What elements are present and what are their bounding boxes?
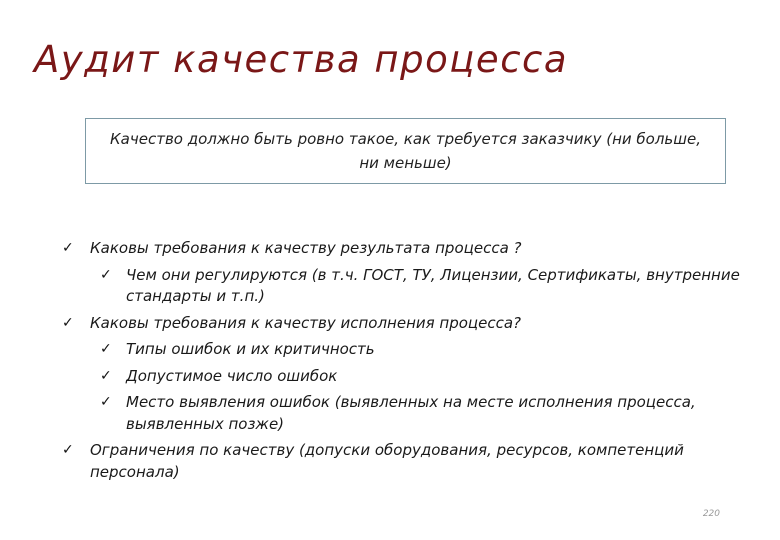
checkmark-icon: ✓ bbox=[100, 367, 112, 384]
bullet-text: Ограничения по качеству (допуски оборудования, ресурсов, компетенций персонала) bbox=[90, 441, 684, 481]
bullet-text: Типы ошибок и их критичность bbox=[126, 340, 375, 358]
quote-box bbox=[85, 118, 726, 184]
sub-bullet-item bbox=[62, 339, 742, 361]
bullet-list bbox=[62, 238, 742, 488]
bullet-text: Место выявления ошибок (выявленных на месте исполнения процесса, выявленных позже) bbox=[126, 393, 696, 433]
bullet-item bbox=[62, 238, 742, 260]
sub-bullet-item bbox=[62, 265, 742, 308]
checkmark-icon: ✓ bbox=[62, 314, 74, 331]
checkmark-icon: ✓ bbox=[62, 442, 74, 458]
sub-bullet-item bbox=[62, 366, 742, 388]
bullet-text: Чем они регулируются (в т.ч. ГОСТ, ТУ, Лицензии, Сертификаты, внутренние стандарты и т.п.) bbox=[126, 265, 740, 305]
bullet-item bbox=[62, 440, 742, 483]
checkmark-icon: ✓ bbox=[100, 394, 112, 410]
slide-title: Аудит качества процесса bbox=[34, 38, 569, 81]
checkmark-icon: ✓ bbox=[100, 341, 112, 357]
checkmark-icon: ✓ bbox=[100, 266, 112, 283]
bullet-text: Каковы требования к качеству исполнения процесса? bbox=[90, 313, 522, 332]
bullet-text: Каковы требования к качеству результата процесса ? bbox=[90, 239, 522, 257]
quote-text: Качество должно быть ровно такое, как требуется заказчику (ни больше, ни меньше) bbox=[110, 130, 701, 172]
bullet-item bbox=[62, 313, 742, 335]
checkmark-icon: ✓ bbox=[62, 240, 74, 256]
bullet-text: Допустимое число ошибок bbox=[126, 366, 338, 385]
sub-bullet-item bbox=[62, 392, 742, 435]
page-number: 220 bbox=[702, 509, 720, 519]
